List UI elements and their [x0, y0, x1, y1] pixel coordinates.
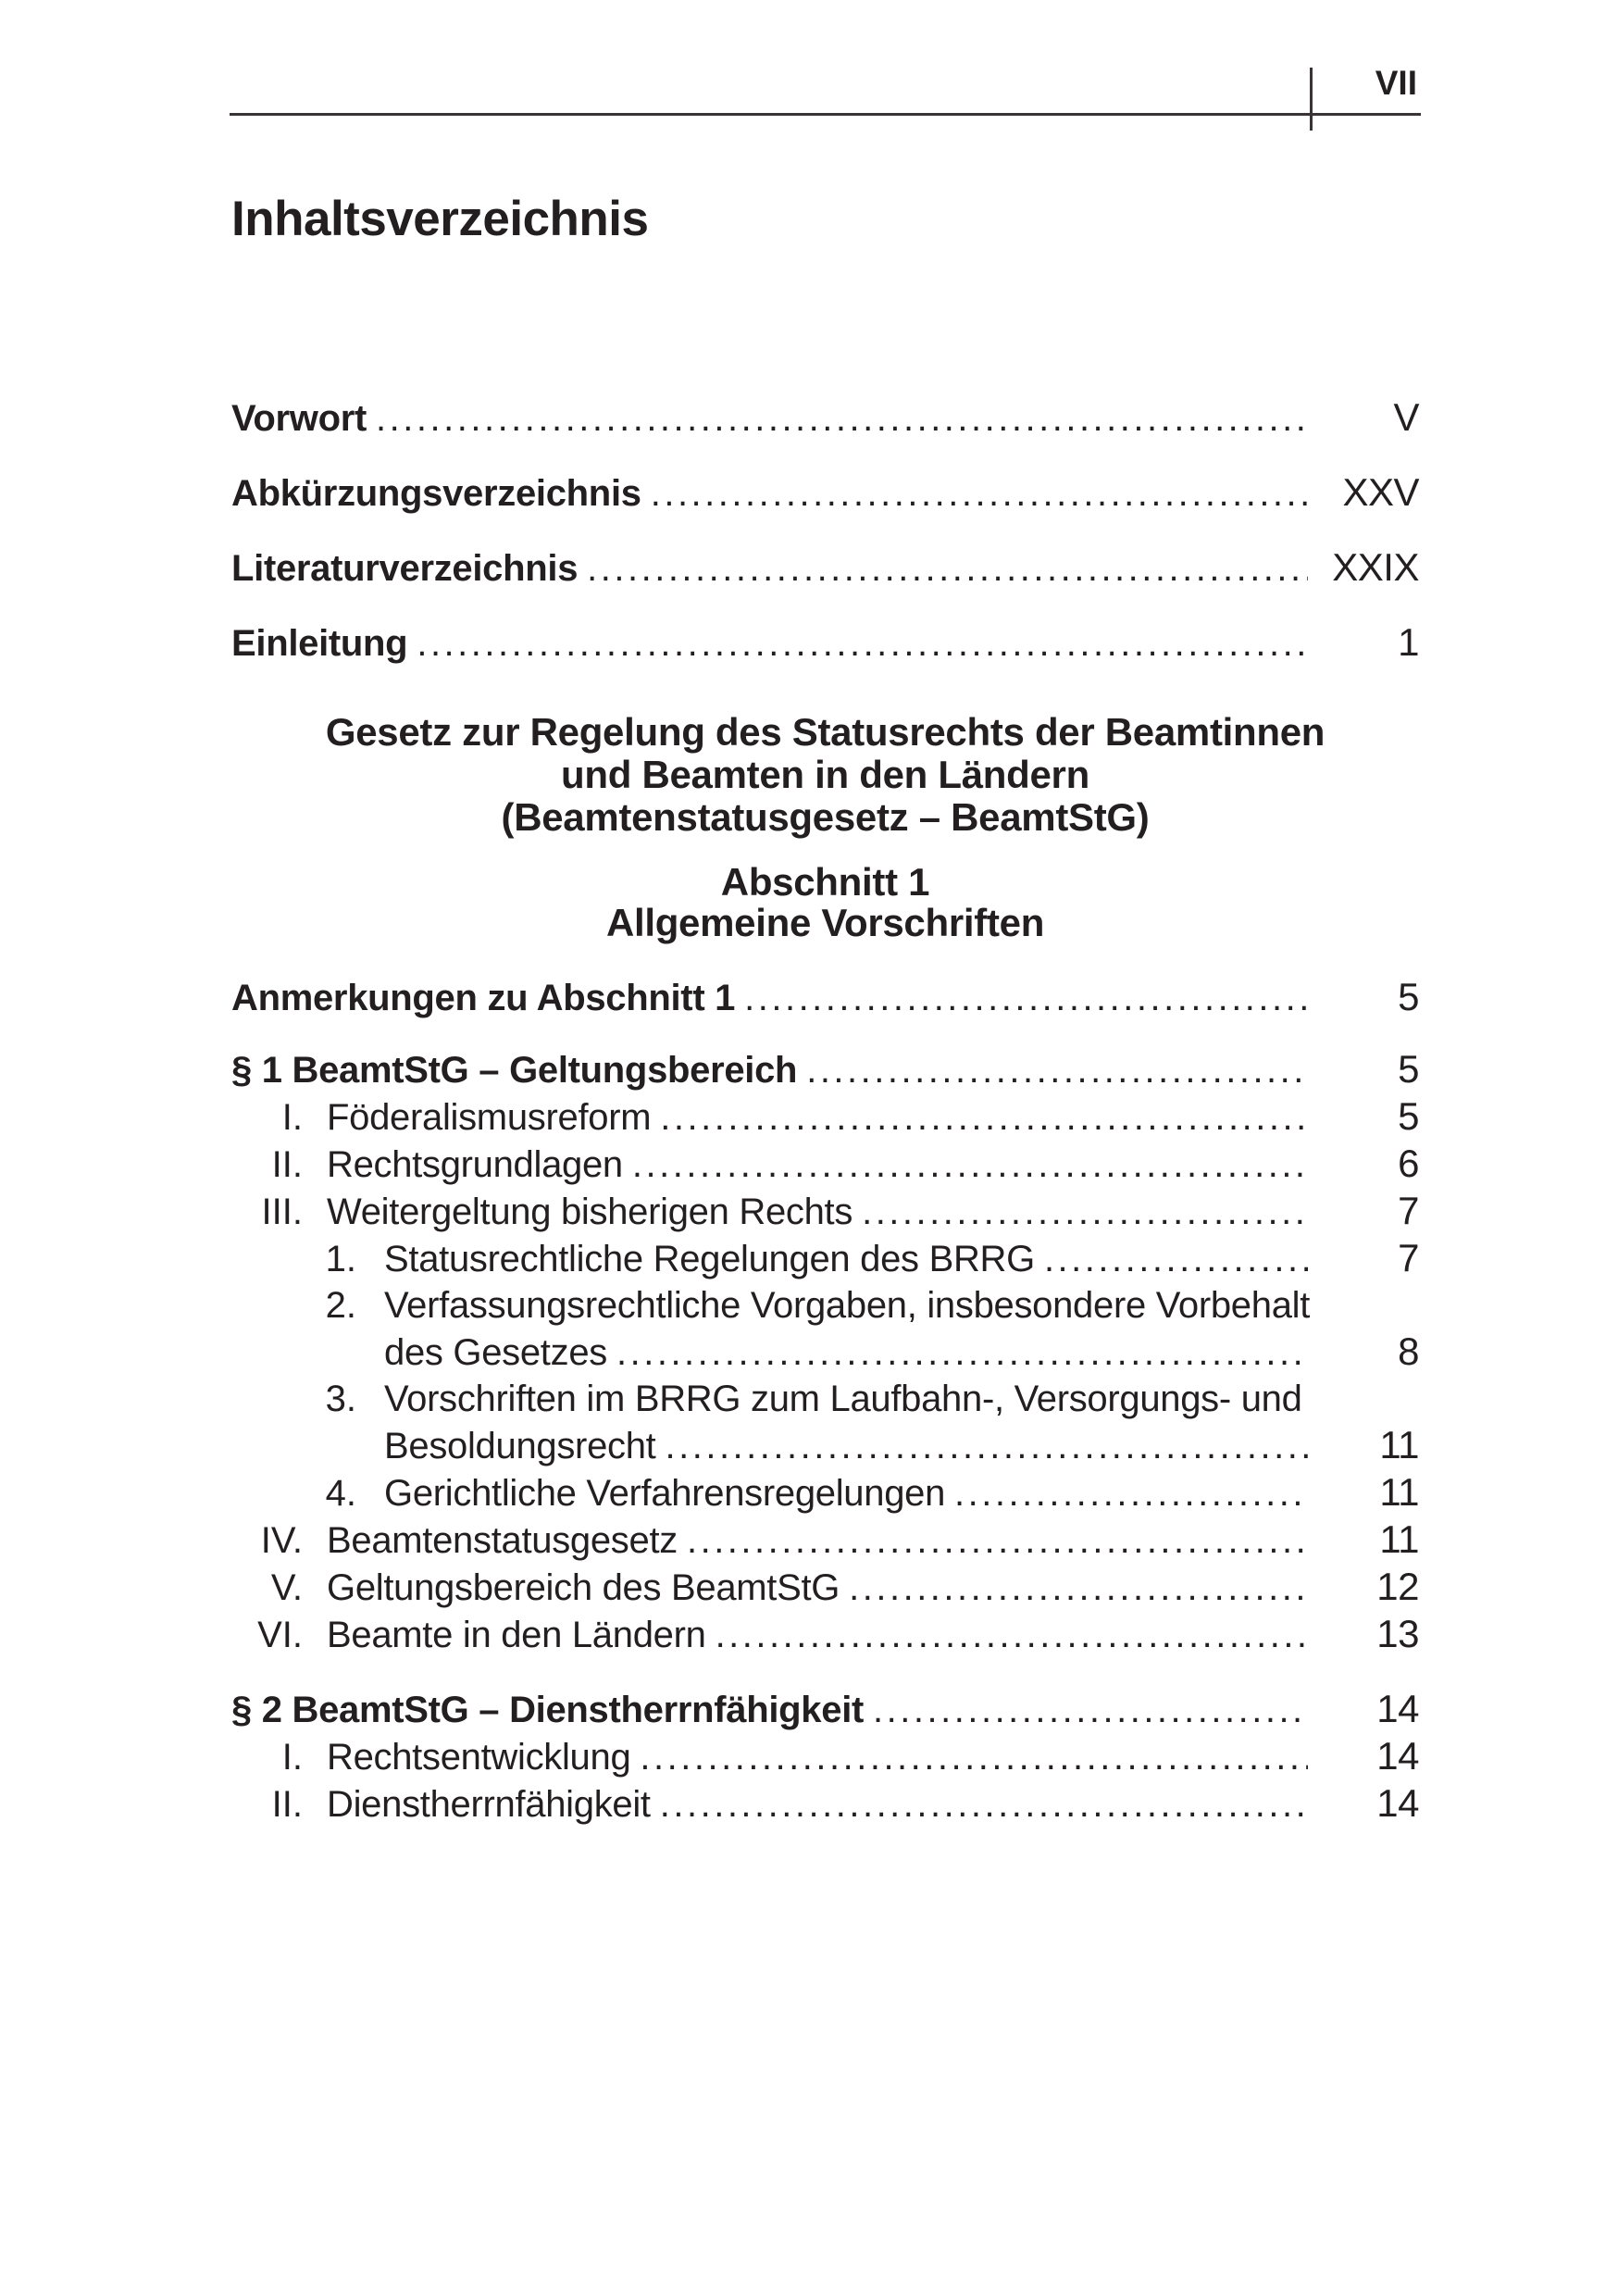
entry-label: § 2 BeamtStG – Dienstherrnfähigkeit	[231, 1690, 865, 1730]
dot-leader	[716, 1612, 1308, 1658]
entry-number: V.	[270, 1567, 303, 1608]
entry-label: § 1 BeamtStG – Geltungsbereich	[231, 1050, 798, 1091]
toc-entry	[231, 1611, 1419, 1658]
entry-page-number: 7	[1398, 1189, 1419, 1232]
toc-entry-line	[231, 1516, 1419, 1564]
toc-entry-line	[231, 1733, 1419, 1780]
entry-number: IV.	[260, 1520, 303, 1561]
dot-leader	[806, 1047, 1308, 1093]
toc-entry-line	[231, 1611, 1419, 1658]
toc-entry-line	[231, 619, 1419, 667]
toc-entry	[231, 1469, 1419, 1516]
entry-page-number: 14	[1376, 1687, 1419, 1730]
section-heading-line: Allgemeine Vorschriften	[605, 901, 1045, 944]
entry-label: Statusrechtliche Regelungen des BRRG	[384, 1239, 1035, 1279]
toc-entry-line	[231, 1093, 1419, 1141]
entry-number: III.	[261, 1192, 303, 1232]
entry-label: Gerichtliche Verfahrensregelungen	[384, 1473, 946, 1514]
toc-entry	[231, 1282, 1419, 1376]
header-tick	[1310, 68, 1313, 131]
toc-entry	[231, 469, 1419, 517]
law-title-line: Gesetz zur Regelung des Statusrechts der Beamtinnen	[325, 710, 1326, 754]
entry-page-number: V	[1393, 395, 1419, 439]
front-matter-list	[231, 394, 1419, 667]
dot-leader	[954, 1470, 1308, 1516]
entry-number: I.	[281, 1097, 303, 1138]
toc-entry-line	[231, 1046, 1419, 1093]
entry-label: Anmerkungen zu Abschnitt 1	[231, 978, 736, 1018]
entry-label: Rechtsentwicklung	[327, 1737, 631, 1778]
entry-page-number: 6	[1398, 1142, 1419, 1185]
section-heading	[231, 862, 1419, 943]
entry-page-number: 5	[1398, 1047, 1419, 1091]
entry-number: II.	[271, 1784, 303, 1825]
dot-leader	[417, 620, 1308, 667]
entry-number: 2.	[325, 1285, 356, 1326]
entry-label: Föderalismusreform	[327, 1097, 652, 1138]
dot-leader	[632, 1142, 1308, 1188]
dot-leader	[651, 470, 1308, 517]
entry-page-number: 7	[1398, 1236, 1419, 1279]
entry-label: Geltungsbereich des BeamtStG	[327, 1567, 840, 1608]
entry-label: Weitergeltung bisherigen Rechts	[327, 1192, 853, 1232]
dot-leader	[849, 1565, 1308, 1611]
law-title	[231, 711, 1419, 839]
toc-entry	[231, 1093, 1419, 1141]
entry-label: Verfassungsrechtliche Vorgaben, insbesondere Vorbehalt	[384, 1285, 1311, 1326]
dot-leader	[862, 1189, 1308, 1235]
toc-entry	[231, 1046, 1419, 1093]
law-title-line: (Beamtenstatusgesetz – BeamtStG)	[501, 795, 1150, 839]
toc-entry	[231, 1686, 1419, 1733]
toc-entry	[231, 1376, 1419, 1469]
dot-leader	[1044, 1236, 1308, 1282]
entry-label: des Gesetzes	[384, 1332, 607, 1373]
entry-label: Vorwort	[231, 398, 367, 439]
toc-entry	[231, 1235, 1419, 1282]
dot-leader	[660, 1094, 1308, 1141]
dot-leader	[665, 1423, 1308, 1469]
entry-number: 4.	[325, 1473, 356, 1514]
dot-leader	[640, 1734, 1308, 1780]
entry-page-number: XXV	[1342, 470, 1419, 514]
entry-label: Beamtenstatusgesetz	[327, 1520, 678, 1561]
entry-label: Einleitung	[231, 623, 408, 664]
entry-page-number: 8	[1398, 1329, 1419, 1373]
entry-number: II.	[271, 1144, 303, 1185]
entry-label: Dienstherrnfähigkeit	[327, 1784, 651, 1825]
entry-label: Rechtsgrundlagen	[327, 1144, 623, 1185]
toc-entry-line	[231, 1686, 1419, 1733]
law-title-line: und Beamten in den Ländern	[561, 753, 1089, 796]
dot-leader	[587, 545, 1308, 592]
toc-entry	[231, 619, 1419, 667]
dot-leader	[744, 975, 1308, 1021]
dot-leader	[376, 395, 1308, 442]
entry-page-number: 14	[1376, 1781, 1419, 1825]
entry-number: VI.	[257, 1615, 303, 1655]
entry-page-number: 11	[1379, 1470, 1419, 1514]
toc-entry-line	[231, 974, 1419, 1021]
page-header	[231, 0, 1419, 116]
toc-entry	[231, 974, 1419, 1021]
page-number: VII	[1375, 64, 1417, 102]
entry-page-number: 1	[1398, 620, 1419, 664]
entry-page-number: 14	[1376, 1734, 1419, 1778]
entry-number: I.	[281, 1737, 303, 1778]
toc-entry-line	[231, 469, 1419, 517]
entry-page-number: 12	[1376, 1565, 1419, 1608]
entry-number: 1.	[325, 1239, 356, 1279]
entry-label: Abkürzungsverzeichnis	[231, 473, 641, 514]
toc-entry-line	[231, 1564, 1419, 1611]
dot-leader	[873, 1687, 1308, 1733]
toc-entry	[231, 394, 1419, 442]
entry-label: Literaturverzeichnis	[231, 548, 579, 589]
toc-entry	[231, 1188, 1419, 1235]
page-title: Inhaltsverzeichnis	[231, 192, 649, 246]
entry-label: Vorschriften im BRRG zum Laufbahn-, Versorgungs- und	[384, 1379, 1302, 1419]
entry-page-number: 5	[1398, 975, 1419, 1018]
entry-page-number: 11	[1379, 1517, 1419, 1561]
toc-entry-line	[231, 394, 1419, 442]
dot-leader	[616, 1329, 1308, 1376]
toc-entry-line	[231, 1235, 1419, 1282]
entry-number: 3.	[325, 1379, 356, 1419]
toc-entry	[231, 1733, 1419, 1780]
entry-label: Besoldungsrecht	[384, 1426, 656, 1466]
toc-entry	[231, 1564, 1419, 1611]
entry-page-number: 11	[1379, 1423, 1419, 1466]
dot-leader	[660, 1781, 1308, 1828]
toc-entry-line	[231, 1376, 1419, 1422]
toc-entry-line	[231, 1282, 1419, 1329]
section-heading-line: Abschnitt 1	[720, 860, 930, 904]
toc-entry-continuation	[231, 1422, 1419, 1469]
toc-entry-line	[231, 1141, 1419, 1188]
entry-page-number: 13	[1376, 1612, 1419, 1655]
toc-entry	[231, 1516, 1419, 1564]
entry-page-number: XXIX	[1332, 545, 1419, 589]
entry-page-number: 5	[1398, 1094, 1419, 1138]
toc-entry-continuation	[231, 1329, 1419, 1376]
toc-entry-line	[231, 1188, 1419, 1235]
toc-entry-line	[231, 1780, 1419, 1828]
toc-entries	[231, 974, 1419, 1828]
dot-leader	[687, 1517, 1308, 1564]
toc-entry	[231, 1780, 1419, 1828]
toc-entry	[231, 1141, 1419, 1188]
toc-entry	[231, 544, 1419, 592]
entry-label: Beamte in den Ländern	[327, 1615, 706, 1655]
header-rule	[230, 113, 1421, 116]
toc-entry-line	[231, 544, 1419, 592]
toc-entry-line	[231, 1469, 1419, 1516]
